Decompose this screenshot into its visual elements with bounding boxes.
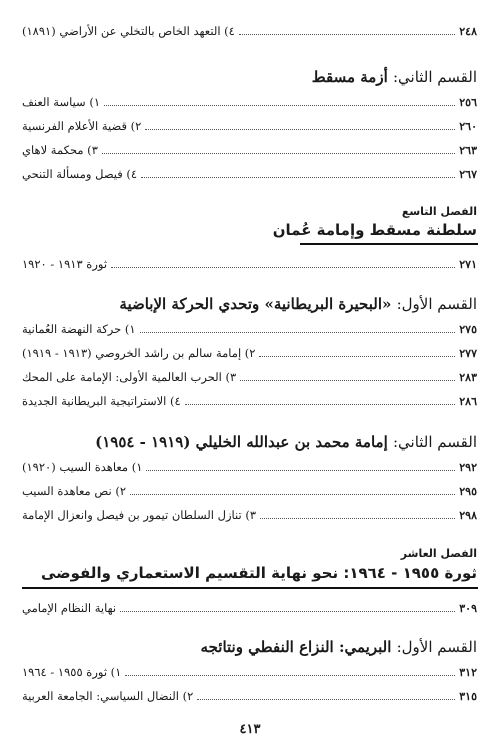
toc-entry-title: ١) ثورة ١٩٥٥ - ١٩٦٤ [22,665,122,679]
section-prefix: القسم الأول: [396,638,477,656]
toc-entry [22,93,477,111]
toc-entry-page: ٢٦٧ [459,168,477,181]
toc-entry-title: نهاية النظام الإمامي [22,601,117,615]
section-heading [201,637,477,657]
chapter-underline [22,587,478,589]
dot-leader [197,699,455,700]
toc-entry-title: ٤) الاستراتيجية البريطانية الجديدة [22,394,181,408]
toc-entry-title: ٢) إمامة سالم بن راشد الخروصي (١٩١٣ - ١٩١٩) [22,346,256,360]
dot-leader [140,332,456,333]
dot-leader [111,267,455,268]
section-heading [312,67,477,87]
toc-entry-title: ١) سياسة العنف [22,95,101,109]
toc-entry [22,117,477,135]
section-prefix: القسم الأول: [396,295,477,313]
toc-entry-page: ٣١٢ [459,666,477,679]
toc-entry [22,368,477,386]
dot-leader [141,177,455,178]
toc-entry [22,506,477,524]
toc-entry [22,320,477,338]
toc-entry-title: ٢) قضية الأعلام الفرنسية [22,119,142,133]
dot-leader [102,153,455,154]
toc-entry-page: ٢٦٣ [459,144,477,157]
section-title: أزمة مسقط [311,68,388,86]
toc-entry [22,687,477,705]
toc-entry-title: ١) حركة النهضة العُمانية [22,322,136,336]
dot-leader [125,675,455,676]
toc-entry [22,344,477,362]
dot-leader [146,470,455,471]
section-title: إمامة محمد بن عبدالله الخليلي (١٩١٩ - ١٩٥٤) [95,433,388,451]
section-prefix: القسم الثاني: [392,433,477,451]
page-number: ٤١٣ [239,722,261,737]
toc-entry [22,663,477,681]
dot-leader [145,129,455,130]
dot-leader [185,404,456,405]
toc-entry-title: ٣) الحرب العالمية الأولى: الإمامة على المحك [22,370,237,384]
chapter-label: الفصل العاشر [400,547,477,560]
toc-entry-page: ٢٥٦ [459,96,477,109]
toc-entry-title: ١) معاهدة السيب (١٩٢٠) [22,460,143,474]
dot-leader [104,105,455,106]
toc-entry-title: ٢) النضال السياسي: الجامعة العربية [22,689,194,703]
chapter-title: سلطنة مسقط وإمامة عُمان [272,221,477,239]
toc-entry-title: ٣) محكمة لاهاي [22,143,98,157]
toc-entry [22,599,477,617]
toc-entry-title: ٤) فيصل ومسألة التنحي [22,167,138,181]
toc-entry-page: ٢٧١ [459,258,477,271]
toc-entry-page: ٢٧٧ [459,347,477,360]
section-heading [95,432,477,452]
chapter-underline [300,243,478,245]
toc-entry [22,255,477,273]
toc-entry-page: ٢٩٨ [459,509,477,522]
chapter-title: ثورة ١٩٥٥ - ١٩٦٤: نحو نهاية التقسيم الاستعماري والفوضى [40,564,477,582]
toc-entry [22,482,477,500]
toc-entry-page: ٢٦٠ [459,120,477,133]
toc-entry-title: ٤) التعهد الخاص بالتخلي عن الأراضي (١٨٩١) [22,24,235,38]
section-heading [119,294,477,314]
dot-leader [260,518,455,519]
toc-entry [22,392,477,410]
toc-entry [22,458,477,476]
toc-entry-title: ثورة ١٩١٣ - ١٩٢٠ [22,257,108,271]
toc-entry [22,165,477,183]
toc-entry-page: ٢٩٢ [459,461,477,474]
dot-leader [240,380,455,381]
toc-entry-page: ٢٩٥ [459,485,477,498]
section-title: «البحيرة البريطانية» وتحدي الحركة الإباضية [119,295,392,313]
toc-entry-page: ٢٧٥ [459,323,477,336]
toc-entry [22,22,477,40]
toc-entry-title: ٣) تنازل السلطان تيمور بن فيصل وانعزال الإمامة [22,508,257,522]
dot-leader [120,611,455,612]
dot-leader [259,356,455,357]
toc-entry-page: ٢٨٦ [459,395,477,408]
chapter-label: الفصل التاسع [401,205,477,218]
toc-entry-page: ٢٤٨ [459,25,477,38]
toc-entry-page: ٣١٥ [459,690,477,703]
toc-entry-page: ٣٠٩ [459,602,477,615]
dot-leader [130,494,455,495]
dot-leader [239,34,455,35]
toc-entry-title: ٢) نص معاهدة السيب [22,484,126,498]
toc-entry-page: ٢٨٣ [459,371,477,384]
section-prefix: القسم الثاني: [392,68,477,86]
toc-entry [22,141,477,159]
section-title: البريمي: النزاع النفطي ونتائجه [200,638,392,656]
